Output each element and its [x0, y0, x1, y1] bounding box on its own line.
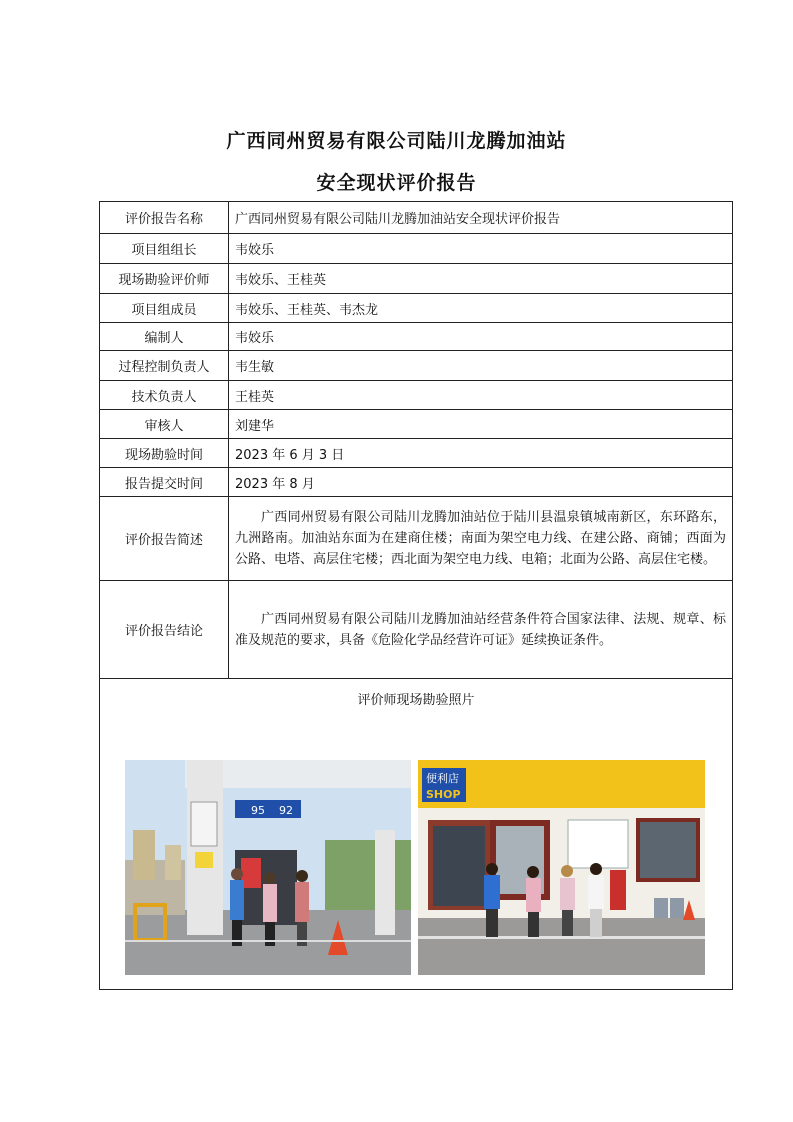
row-label: 现场勘验评价师 [100, 264, 229, 294]
row-value: 刘建华 [229, 410, 733, 439]
photos-row [100, 679, 733, 990]
conclusion-row [100, 581, 733, 679]
row-label: 报告提交时间 [100, 468, 229, 497]
row-value: 韦姣乐、王桂英、韦杰龙 [229, 294, 733, 323]
table-row [100, 202, 733, 234]
report-title-line2: 安全现状评价报告 [316, 172, 477, 194]
row-value: 2023 年 8 月 [229, 468, 733, 497]
table-row [100, 323, 733, 351]
row-label: 审核人 [100, 410, 229, 439]
conclusion-label: 评价报告结论 [100, 581, 229, 679]
summary-text: 广西同州贸易有限公司陆川龙腾加油站位于陆川县温泉镇城南新区，东环路东，九洲路南。加油站东面为在建商住楼；南面为架空电力线、在建公路、商铺；西面为公路、电塔、高层住宅楼；西北面为架空电力线、电箱；北面为公路、高层住宅楼。 [229, 497, 733, 581]
summary-label: 评价报告简述 [100, 497, 229, 581]
table-row [100, 439, 733, 468]
row-label: 现场勘验时间 [100, 439, 229, 468]
photos-title: 评价师现场勘验照片 [357, 693, 475, 708]
gas-station-photo [125, 760, 411, 975]
shop-sign-en: SHOP [426, 788, 461, 801]
convenience-store-photo [418, 760, 705, 975]
row-value: 2023 年 6 月 3 日 [229, 439, 733, 468]
shop-sign-cn: 便利店 [426, 772, 459, 785]
table-row [100, 234, 733, 264]
row-value: 韦姣乐 [229, 234, 733, 264]
table-row [100, 410, 733, 439]
row-label: 技术负责人 [100, 381, 229, 410]
row-label: 过程控制负责人 [100, 351, 229, 381]
table-row [100, 381, 733, 410]
report-info-table [99, 201, 733, 990]
summary-row [100, 497, 733, 581]
row-value: 韦姣乐 [229, 323, 733, 351]
row-value: 王桂英 [229, 381, 733, 410]
table-row [100, 351, 733, 381]
conclusion-text: 广西同州贸易有限公司陆川龙腾加油站经营条件符合国家法律、法规、规章、标准及规范的要求，具备《危险化学品经营许可证》延续换证条件。 [229, 581, 733, 679]
row-label: 编制人 [100, 323, 229, 351]
row-label: 项目组成员 [100, 294, 229, 323]
price-right: 92 [279, 804, 293, 817]
report-title-line1: 广西同州贸易有限公司陆川龙腾加油站 [226, 130, 567, 152]
table-row [100, 294, 733, 323]
row-value: 韦生敏 [229, 351, 733, 381]
row-value: 广西同州贸易有限公司陆川龙腾加油站安全现状评价报告 [229, 202, 733, 234]
photos-cell [100, 679, 733, 990]
table-row [100, 264, 733, 294]
table-row [100, 468, 733, 497]
photos-area [100, 708, 732, 978]
row-label: 评价报告名称 [100, 202, 229, 234]
row-value: 韦姣乐、王桂英 [229, 264, 733, 294]
price-left: 95 [251, 804, 265, 817]
row-label: 项目组组长 [100, 234, 229, 264]
